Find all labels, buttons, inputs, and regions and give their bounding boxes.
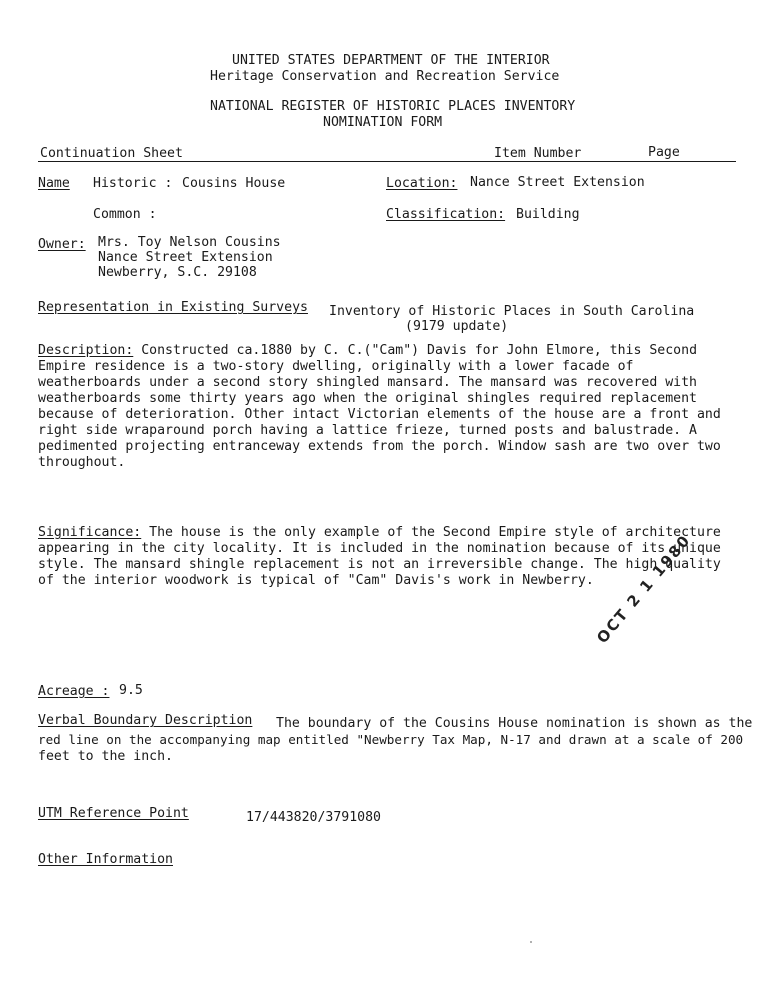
form-subtitle: NOMINATION FORM — [323, 115, 443, 130]
classification-value: Building — [516, 207, 580, 222]
form-title: NATIONAL REGISTER OF HISTORIC PLACES INVENTORY — [210, 99, 576, 114]
boundary-text: red line on the accompanying map entitled "Newberry Tax Map, N-17 and drawn at a scale of 200 — [38, 732, 744, 747]
acreage-value: 9.5 — [119, 683, 143, 698]
classification-label: Classification: — [386, 207, 506, 222]
significance-label: Significance: — [38, 525, 142, 540]
boundary-label: Verbal Boundary Description — [38, 713, 253, 728]
historic-label: Historic : — [93, 176, 173, 191]
historic-value: Cousins House — [182, 176, 286, 191]
common-label: Common : — [93, 207, 157, 222]
other-information-label: Other Information — [38, 852, 173, 867]
page-label: Page — [648, 145, 680, 160]
agency-title: UNITED STATES DEPARTMENT OF THE INTERIOR — [232, 53, 550, 68]
received-date-stamp: OCT 2 1 1980 — [593, 530, 695, 647]
header-rule — [38, 161, 736, 162]
boundary-text: feet to the inch. — [38, 749, 173, 764]
surveys-value-update: (9179 update) — [405, 319, 509, 334]
item-number-label: Item Number — [494, 146, 582, 161]
location-label: Location: — [386, 176, 458, 191]
owner-line: Mrs. Toy Nelson Cousins — [98, 235, 281, 250]
significance-section — [38, 525, 738, 589]
location-value: Nance Street Extension — [470, 175, 645, 190]
surveys-label: Representation in Existing Surveys — [38, 300, 308, 315]
description-text: Constructed ca.1880 by C. C.("Cam") Davis for John Elmore, this Second Empire residence is a two-story dwelling, originally with a lower facade of weatherboards under a second story shingled mansard. The mansard was recovered with weatherboards some thirty years ago when the original shingles required replacement because of deterioration. Other intact Victorian elements of the house are a front and right side wraparound porch having a lattice frieze, turned posts and balustrade. A pedimented projecting entranceway extends from the porch. Window sash are two over two throughout. — [38, 343, 721, 470]
boundary-text: The boundary of the Cousins House nomination is shown as the — [276, 716, 753, 731]
description-section — [38, 343, 738, 471]
description-label: Description: — [38, 343, 134, 358]
acreage-label: Acreage : — [38, 684, 110, 699]
significance-text: The house is the only example of the Second Empire style of architecture appearing in the city locality. It is included in the nomination because of its unique style. The mansard shingle replacement is not an irreversible change. The high quality of the interior woodwork is typical of "Cam" Davis's work in Newberry. — [38, 525, 721, 588]
utm-value: 17/443820/3791080 — [246, 810, 381, 825]
agency-subtitle: Heritage Conservation and Recreation Service — [210, 69, 560, 84]
owner-label: Owner: — [38, 237, 86, 252]
utm-label: UTM Reference Point — [38, 806, 189, 821]
continuation-sheet-label: Continuation Sheet — [40, 146, 183, 161]
name-label: Name — [38, 176, 70, 191]
surveys-value: Inventory of Historic Places in South Carolina — [329, 304, 695, 319]
scan-speck — [530, 941, 532, 943]
owner-line: Newberry, S.C. 29108 — [98, 265, 257, 280]
owner-line: Nance Street Extension — [98, 250, 273, 265]
